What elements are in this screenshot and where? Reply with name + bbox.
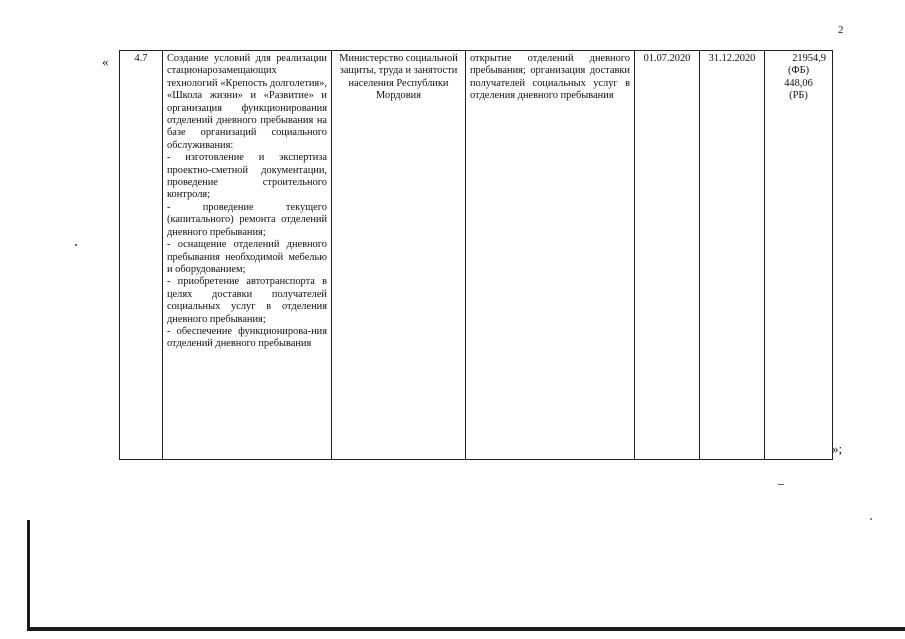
scan-edge-bottom xyxy=(30,627,905,631)
program-table xyxy=(119,50,833,460)
funding-amount-federal: 21954,9 xyxy=(792,53,826,64)
executor-cell: Министерство социальной защиты, труда и занятости населения Республики Мордовия xyxy=(332,51,466,460)
description-line: Создание условий для реализации стационарозамещающих технологий «Крепость долголетия», «Школа жизни» и «Развитие» и организация функционирования отделений дневного пребывания на базе организаций социального обслуживания: xyxy=(167,53,327,151)
description-line: - приобретение автотранспорта в целях доставки получателей социальных услуг в отделения дневного пребывания; xyxy=(167,276,327,325)
description-line: - обеспечение функционирова-ния отделений дневного пребывания xyxy=(167,325,327,350)
funding-source-federal: (ФБ) xyxy=(787,65,810,77)
funding-source-regional: (РБ) xyxy=(789,90,808,102)
scan-speck xyxy=(870,518,872,520)
result-cell: открытие отделений дневного пребывания; организация доставки получателей социальных услуг в отделения дневного пребывания xyxy=(466,51,635,460)
table-row xyxy=(120,51,833,460)
item-description xyxy=(163,51,332,460)
item-number: 4.7 xyxy=(120,51,163,460)
scan-speck xyxy=(778,484,784,485)
funding-cell xyxy=(765,51,833,460)
start-date: 01.07.2020 xyxy=(635,51,700,460)
scan-edge-left xyxy=(27,520,30,631)
funding-amount-regional: 448,06 xyxy=(784,77,813,89)
description-line: - изготовление и экспертиза проектно-сметной документации, проведение строительного контроля; xyxy=(167,152,327,201)
closing-quote: »; xyxy=(832,441,843,456)
opening-quote: « xyxy=(102,54,109,69)
end-date: 31.12.2020 xyxy=(700,51,765,460)
description-line: - проведение текущего (капитального) ремонта отделений дневного пребывания; xyxy=(167,201,327,238)
page-number: 2 xyxy=(838,24,844,36)
scan-speck xyxy=(75,244,77,246)
description-line: - оснащение отделений дневного пребывания необходимой мебелью и оборудованием; xyxy=(167,239,327,275)
